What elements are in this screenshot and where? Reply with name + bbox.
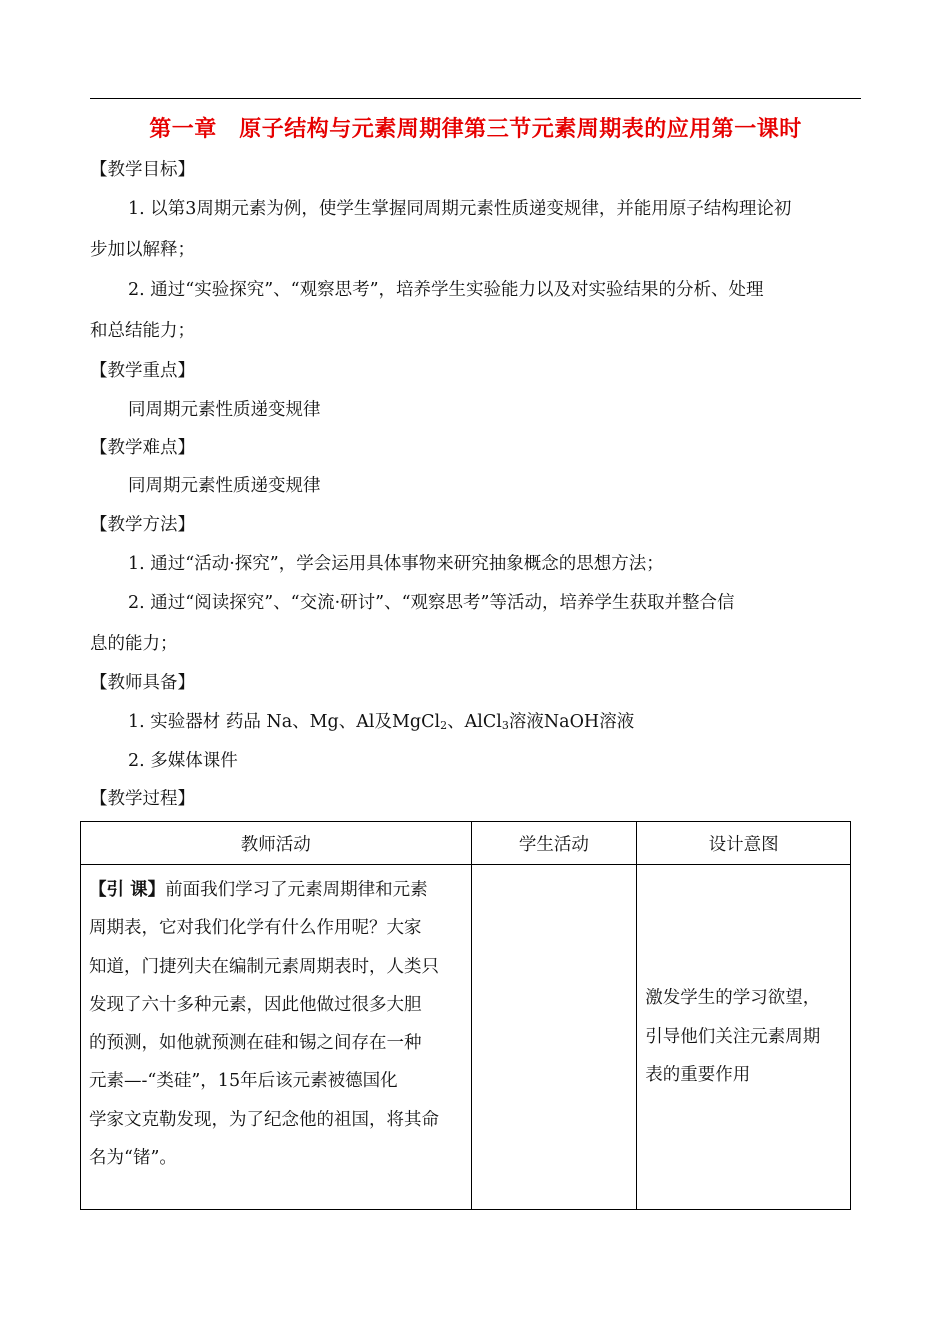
table-header-row <box>81 822 851 865</box>
intent-line-2: 引导他们关注元素周期 <box>645 1026 821 1047</box>
objective-2-line-1: 2. 通过“实验探究”、“观察思考”，培养学生实验能力以及对实验结果的分析、处理 <box>128 280 764 300</box>
student-activity-cell <box>471 865 637 1210</box>
preparation-item-1 <box>128 709 634 739</box>
method-2-line-2: 息的能力； <box>90 634 178 654</box>
preparation-item-1-suffix: 溶液NaOH溶液 <box>508 712 635 732</box>
intent-line-3: 表的重要作用 <box>645 1065 751 1086</box>
teacher-text-1: 前面我们学习了元素周期律和元素 <box>165 880 428 900</box>
method-1: 1. 通过“活动·探究”，学会运用具体事物来研究抽象概念的思想方法； <box>128 554 664 574</box>
teacher-line-5: 的预测，如他就预测在硅和锡之间存在一种 <box>89 1033 422 1054</box>
objective-1-line-2: 步加以解释； <box>90 240 195 260</box>
teacher-line-3: 知道，门捷列夫在编制元素周期表时，人类只 <box>89 956 439 977</box>
objective-1-line-1: 1. 以第3周期元素为例，使学生掌握同周期元素性质递变规律，并能用原子结构理论初 <box>128 199 792 219</box>
teacher-line-4: 发现了六十多种元素，因此他做过很多大胆 <box>89 994 422 1015</box>
preparation-heading: 【教师具备】 <box>90 673 195 693</box>
preparation-item-1-prefix: 1. 实验器材 药品 Na、Mg、Al及MgCl <box>128 712 441 732</box>
teacher-line-2: 周期表，它对我们化学有什么作用呢？大家 <box>89 918 422 939</box>
page-title: 第一章 原子结构与元素周期律第三节元素周期表的应用第一课时 <box>149 116 802 142</box>
process-heading: 【教学过程】 <box>90 789 195 809</box>
subscript-3: 3 <box>501 719 509 732</box>
table-row <box>81 865 851 1210</box>
methods-heading: 【教学方法】 <box>90 515 195 535</box>
key-points-heading: 【教学重点】 <box>90 361 195 381</box>
header-student-activity: 学生活动 <box>471 822 637 865</box>
process-table <box>80 821 851 1210</box>
top-rule <box>90 98 861 99</box>
objectives-heading: 【教学目标】 <box>90 160 195 180</box>
difficulties-heading: 【教学难点】 <box>90 438 195 458</box>
intent-line-1: 激发学生的学习欲望， <box>645 988 821 1009</box>
intro-tag: 【引 课】 <box>89 880 166 900</box>
header-teacher-activity: 教师活动 <box>81 822 472 865</box>
key-points-text: 同周期元素性质递变规律 <box>128 400 321 420</box>
subscript-2: 2 <box>440 719 448 732</box>
difficulties-text: 同周期元素性质递变规律 <box>128 476 321 496</box>
teacher-line-7: 学家文克勒发现，为了纪念他的祖国，将其命 <box>89 1109 439 1130</box>
teacher-line-1 <box>89 871 465 909</box>
design-intent-cell <box>637 865 851 1210</box>
preparation-item-2: 2. 多媒体课件 <box>128 751 238 771</box>
objective-2-line-2: 和总结能力； <box>90 321 195 341</box>
teacher-line-8: 名为“锗”。 <box>89 1148 177 1169</box>
preparation-item-1-mid: 、AlCl <box>447 712 502 732</box>
method-2-line-1: 2. 通过“阅读探究”、“交流·研讨”、“观察思考”等活动，培养学生获取并整合信 <box>128 593 735 613</box>
teacher-line-6: 元素—-“类硅”，15年后该元素被德国化 <box>89 1071 398 1092</box>
teacher-activity-cell <box>81 865 472 1210</box>
header-design-intent: 设计意图 <box>637 822 851 865</box>
